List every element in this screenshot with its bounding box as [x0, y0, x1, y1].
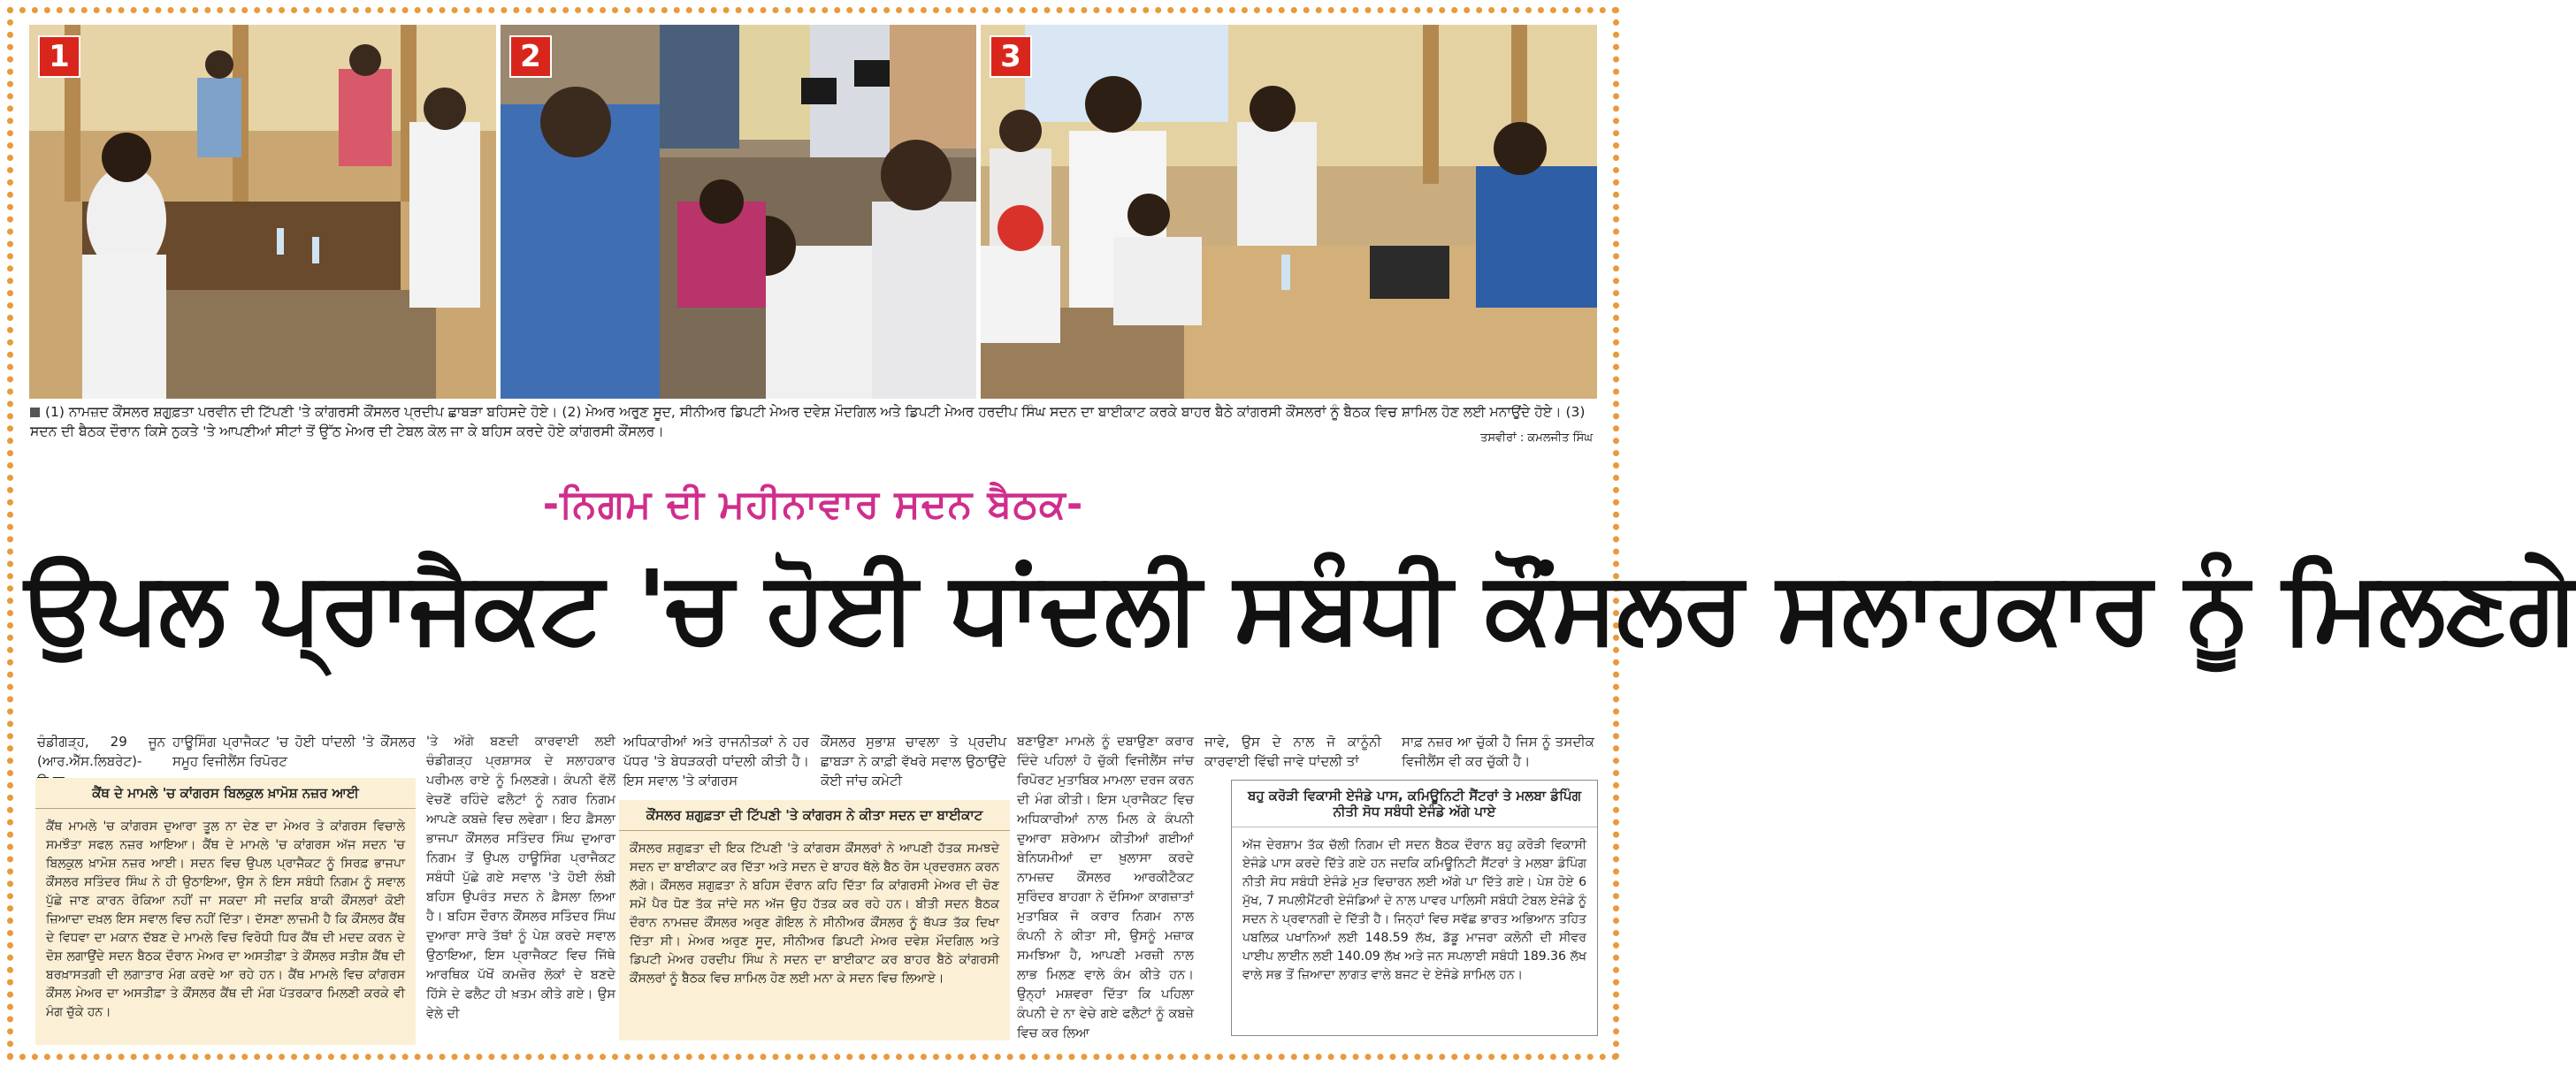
- column-6-text: ਬਣਾਉਣਾ ਮਾਮਲੇ ਨੂੰ ਦਬਾਉਣਾ ਕਰਾਰ ਦਿੰਦੇ ਪਹਿਲਾਂ ਹੋ ਚੁੱਕੀ ਵਿਜੀਲੈਂਸ ਜਾਂਚ ਰਿਪੋਰਟ ਮੁਤਾਬਿਕ ਮਾਮਲਾ ਦਰਜ ਕਰਨ ਦੀ ਮੰਗ ਕੀਤੀ। ਇਸ ਪ੍ਰਾਜੈਕਟ ਵਿਚ ਅਧਿਕਾਰੀਆਂ ਨਾਲ ਮਿਲ ਕੇ ਕੰਪਨੀ ਦੁਆਰਾ ਸ਼ਰੇਆਮ ਕੀਤੀਆਂ ਗਈਆਂ ਬੇਨਿਯਮੀਆਂ ਦਾ ਖ਼ੁਲਾਸਾ ਕਰਦੇ ਨਾਮਜ਼ਦ ਕੌਂਸਲਰ ਆਰਕੀਟੈਕਟ ਸੁਰਿੰਦਰ ਬਾਹਗਾ ਨੇ ਦੱਸਿਆ ਕਾਗਜ਼ਾਤਾਂ ਮੁਤਾਬਿਕ ਜੋ ਕਰਾਰ ਨਿਗਮ ਨਾਲ ਕੰਪਨੀ ਨੇ ਕੀਤਾ ਸੀ, ਉਸਨੂੰ ਮਜ਼ਾਕ ਸਮਝਿਆ ਹੈ, ਆਪਣੀ ਮਰਜ਼ੀ ਨਾਲ ਲਾਭ ਮਿਲਣ ਵਾਲੇ ਕੰਮ ਕੀਤੇ ਹਨ। ਉਨ੍ਹਾਂ ਮਸ਼ਵਰਾ ਦਿੱਤਾ ਕਿ ਪਹਿਲਾ ਕੰਪਨੀ ਦੇ ਨਾ ਵੇਚੇ ਗਏ ਫਲੈਟਾਂ ਨੂੰ ਕਬਜ਼ੇ ਵਿਚ ਕਰ ਲਿਆ: [1017, 735, 1194, 1040]
- sidebar-box-agendas: [1231, 780, 1598, 1036]
- sidebar-box-boycott: [619, 800, 1010, 1040]
- column-8-text: ਸਾਫ਼ ਨਜ਼ਰ ਆ ਚੁੱਕੀ ਹੈ ਜਿਸ ਨੂੰ ਤਸਦੀਕ ਵਿਜੀਲੈਂਸ ਵੀ ਕਰ ਚੁੱਕੀ ਹੈ।: [1402, 734, 1594, 770]
- headline: ਉਪਲ ਪ੍ਰਾਜੈਕਟ 'ਚ ਹੋਈ ਧਾਂਦਲੀ ਸਬੰਧੀ ਕੌਂਸਲਰ ਸਲਾਹਕਾਰ ਨੂੰ ਮਿਲਣਗੇ: [25, 550, 2576, 665]
- photo-number-badge: 3: [990, 35, 1032, 78]
- column-5-text: ਕੌਂਸਲਰ ਸੁਭਾਸ਼ ਚਾਵਲਾ ਤੇ ਪ੍ਰਦੀਪ ਛਾਬੜਾ ਨੇ ਕਾਫ਼ੀ ਵੱਖਰੇ ਸਵਾਲ ਉਠਾਉਂਦੇ ਕੋਈ ਜਾਂਚ ਕਮੇਟੀ: [821, 734, 1006, 789]
- dateline: ਚੰਡੀਗੜ੍ਹ, 29 ਜੂਨ (ਆਰ.ਐੱਸ.ਲਿਬਰੇਟ)-: [37, 734, 165, 770]
- caption-bullet: [30, 408, 40, 417]
- box-body: ਕੈਂਥ ਮਾਮਲੇ 'ਚ ਕਾਂਗਰਸ ਦੁਆਰਾ ਤੂਲ ਨਾ ਦੇਣ ਦਾ ਮੇਅਰ ਤੇ ਕਾਂਗਰਸ ਵਿਚਾਲੇ ਸਮਝੌਤਾ ਸਫਲ ਨਜ਼ਰ ਆਇਆ। ਕੈਂਥ ਦੇ ਮਾਮਲੇ 'ਚ ਕਾਂਗਰਸ ਅੱਜ ਸਦਨ 'ਚ ਬਿਲਕੁਲ ਖ਼ਾਮੋਸ਼ ਨਜ਼ਰ ਆਈ। ਸਦਨ ਵਿਚ ਉਪਲ ਪ੍ਰਾਜੈਕਟ ਨੂੰ ਸਿਰਫ਼ ਭਾਜਪਾ ਕੌਂਸਲਰ ਸਤਿੰਦਰ ਸਿੰਘ ਨੇ ਹੀ ਉਠਾਇਆ, ਉਸ ਨੇ ਇਸ ਸਬੰਧੀ ਨਿਗਮ ਨੂੰ ਸਵਾਲ ਪੁੱਛੇ ਜਾਣ ਕਾਰਨ ਰੋਕਿਆ ਨਹੀਂ ਜਾ ਸਕਦਾ ਸੀ ਜਦਕਿ ਬਾਕੀ ਕੌਂਸਲਰਾਂ ਕੋਈ ਜ਼ਿਆਦਾ ਦਖ਼ਲ ਇਸ ਸਵਾਲ ਵਿਚ ਨਹੀਂ ਦਿੱਤਾ। ਦੱਸਣਾ ਲਾਜ਼ਮੀ ਹੈ ਕਿ ਕੌਂਸਲਰ ਕੈਂਥ ਦੇ ਵਿਧਵਾ ਦਾ ਮਕਾਨ ਦੱਬਣ ਦੇ ਮਾਮਲੇ ਵਿਚ ਵਿਰੋਧੀ ਧਿਰ ਕੈਂਥ ਦੀ ਮਦਦ ਕਰਨ ਦੇ ਦੋਸ਼ ਲਗਾਉਂਦੇ ਸਦਨ ਬੈਠਕ ਦੌਰਾਨ ਮੇਅਰ ਦਾ ਅਸਤੀਫ਼ਾ ਤੇ ਕੌਂਸਲਰ ਸਤੀਸ਼ ਕੈਂਥ ਦੀ ਬਰਖ਼ਾਸਤਗੀ ਦੀ ਲਗਾਤਾਰ ਮੰਗ ਕਰਦੇ ਆ ਰਹੇ ਹਨ। ਕੈਂਥ ਮਾਮਲੇ ਵਿਚ ਕਾਂਗਰਸ ਕੌਂਸਲ ਮੇਅਰ ਦਾ ਅਸਤੀਫ਼ਾ ਤੇ ਕੌਂਸਲਰ ਕੈਂਥ ਦੀ ਮੰਗ ਪੱਤਰਕਾਰ ਮਿਲਣੀ ਕਰਕੇ ਵੀ ਮੰਗ ਚੁੱਕੇ ਹਨ।: [46, 819, 405, 1019]
- column-3: [426, 732, 615, 1024]
- column-8: [1402, 732, 1594, 771]
- column-4-text: ਅਧਿਕਾਰੀਆਂ ਅਤੇ ਰਾਜਨੀਤਕਾਂ ਨੇ ਹਰ ਪੱਧਰ 'ਤੇ ਬੇਧੜਕਰੀ ਧਾਂਦਲੀ ਕੀਤੀ ਹੈ। ਇਸ ਸਵਾਲ 'ਤੇ ਕਾਂਗਰਸ: [623, 734, 809, 789]
- column-2-text: ਹਾਊਸਿੰਗ ਪ੍ਰਾਜੈਕਟ 'ਚ ਹੋਈ ਧਾਂਦਲੀ 'ਤੇ ਕੌਂਸਲਰ ਸਮੂਹ ਵਿਜੀਲੈਂਸ ਰਿਪੋਰਟ: [172, 734, 416, 770]
- column-3-text: 'ਤੇ ਅੱਗੇ ਬਣਦੀ ਕਾਰਵਾਈ ਲਈ ਚੰਡੀਗੜ੍ਹ ਪ੍ਰਸ਼ਾਸਕ ਦੇ ਸਲਾਹਕਾਰ ਪਰੀਮਲ ਰਾਏ ਨੂੰ ਮਿਲਣਗੇ। ਕੰਪਨੀ ਵੱਲੋਂ ਵੇਚਣੋਂ ਰਹਿੰਦੇ ਫਲੈਟਾਂ ਨੂੰ ਨਗਰ ਨਿਗਮ ਆਪਣੇ ਕਬਜ਼ੇ ਵਿਚ ਲਵੇਗਾ। ਇਹ ਫ਼ੈਸਲਾ ਭਾਜਪਾ ਕੌਂਸਲਰ ਸਤਿੰਦਰ ਸਿੰਘ ਦੁਆਰਾ ਨਿਗਮ ਤੋਂ ਉਪਲ ਹਾਊਸਿੰਗ ਪ੍ਰਾਜੈਕਟ ਸਬੰਧੀ ਪੁੱਛੇ ਗਏ ਸਵਾਲ 'ਤੇ ਹੋਈ ਲੰਬੀ ਬਹਿਸ ਉਪਰੰਤ ਸਦਨ ਨੇ ਫ਼ੈਸਲਾ ਲਿਆ ਹੈ। ਬਹਿਸ ਦੌਰਾਨ ਕੌਂਸਲਰ ਸਤਿੰਦਰ ਸਿੰਘ ਦੁਆਰਾ ਸਾਰੇ ਤੱਥਾਂ ਨੂੰ ਪੇਸ਼ ਕਰਦੇ ਸਵਾਲ ਉਠਾਇਆ, ਇਸ ਪ੍ਰਾਜੈਕਟ ਵਿਚ ਜਿੱਥੇ ਆਰਥਿਕ ਪੱਖੋਂ ਕਮਜ਼ੋਰ ਲੋਕਾਂ ਦੇ ਬਣਦੇ ਹਿੱਸੇ ਦੇ ਫਲੈਟ ਹੀ ਖ਼ਤਮ ਕੀਤੇ ਗਏ। ਉਸ ਵੇਲੇ ਦੀ: [426, 735, 615, 1021]
- photo-1-image: [29, 25, 496, 399]
- photo-2: [501, 25, 976, 399]
- photo-1: [29, 25, 496, 399]
- box-title: ਬਹੁ ਕਰੋੜੀ ਵਿਕਾਸੀ ਏਜੰਡੇ ਪਾਸ, ਕਮਿਊਨਿਟੀ ਸੈਂਟਰਾਂ ਤੇ ਮਲਬਾ ਡੰਪਿੰਗ ਨੀਤੀ ਸੋਧ ਸਬੰਧੀ ਏਜੰਡੇ ਅੱਗੇ ਪਾਏ: [1232, 781, 1597, 827]
- caption-text: (1) ਨਾਮਜ਼ਦ ਕੌਂਸਲਰ ਸ਼ਗੁਫ਼ਤਾ ਪਰਵੀਨ ਦੀ ਟਿੱਪਣੀ 'ਤੇ ਕਾਂਗਰਸੀ ਕੌਂਸਲਰ ਪ੍ਰਦੀਪ ਛਾਬੜਾ ਬਹਿਸਦੇ ਹੋਏ। (2) ਮੇਅਰ ਅਰੁਣ ਸੂਦ, ਸੀਨੀਅਰ ਡਿਪਟੀ ਮੇਅਰ ਦਵੇਸ਼ ਮੌਦਗਿਲ ਅਤੇ ਡਿਪਟੀ ਮੇਅਰ ਹਰਦੀਪ ਸਿੰਘ ਸਦਨ ਦਾ ਬਾਈਕਾਟ ਕਰਕੇ ਬਾਹਰ ਬੈਠੇ ਕਾਂਗਰਸੀ ਕੌਂਸਲਰਾਂ ਨੂੰ ਬੈਠਕ ਵਿਚ ਸ਼ਾਮਿਲ ਹੋਣ ਲਈ ਮਨਾਉਂਦੇ ਹੋਏ। (3) ਸਦਨ ਦੀ ਬੈਠਕ ਦੌਰਾਨ ਕਿਸੇ ਨੁਕਤੇ 'ਤੇ ਆਪਣੀਆਂ ਸੀਟਾਂ ਤੋਂ ਉੱਠ ਮੇਅਰ ਦੀ ਟੇਬਲ ਕੋਲ ਜਾ ਕੇ ਬਹਿਸ ਕਰਦੇ ਹੋਏ ਕਾਂਗਰਸੀ ਕੌਂਸਲਰ।: [30, 404, 1586, 439]
- column-6: [1017, 732, 1194, 1043]
- photo-caption: [30, 402, 1595, 441]
- photo-3: [981, 25, 1597, 399]
- column-7-text: ਜਾਵੇ, ਉਸ ਦੇ ਨਾਲ ਜੋ ਕਾਨੂੰਨੀ ਕਾਰਵਾਈ ਵਿੱਢੀ ਜਾਵੇ ਧਾਂਦਲੀ ਤਾਂ: [1204, 734, 1381, 770]
- box-title: ਕੌਂਸਲਰ ਸ਼ਗੁਫ਼ਤਾ ਦੀ ਟਿੱਪਣੀ 'ਤੇ ਕਾਂਗਰਸ ਨੇ ਕੀਤਾ ਸਦਨ ਦਾ ਬਾਈਕਾਟ: [619, 800, 1010, 831]
- box-body: ਕੌਂਸਲਰ ਸ਼ਗੁਫ਼ਤਾ ਦੀ ਇਕ ਟਿੱਪਣੀ 'ਤੇ ਕਾਂਗਰਸ ਕੌਂਸਲਰਾਂ ਨੇ ਆਪਣੀ ਹੱਤਕ ਸਮਝਦੇ ਸਦਨ ਦਾ ਬਾਈਕਾਟ ਕਰ ਦਿੱਤਾ ਅਤੇ ਸਦਨ ਦੇ ਬਾਹਰ ਥੱਲੇ ਬੈਠ ਰੋਸ ਪ੍ਰਦਰਸ਼ਨ ਕਰਨ ਲੱਗੇ। ਕੌਂਸਲਰ ਸ਼ਗੁਫ਼ਤਾ ਨੇ ਬਹਿਸ ਦੌਰਾਨ ਕਹਿ ਦਿੱਤਾ ਕਿ ਕਾਂਗਰਸੀ ਮੇਅਰ ਦੀ ਚੋਣ ਸਮੇਂ ਪੈਰ ਧੋਣ ਤੱਕ ਜਾਂਦੇ ਸਨ ਅੱਜ ਉਹ ਹੱਤਕ ਕਰ ਰਹੇ ਹਨ। ਬੀਤੀ ਸਦਨ ਬੈਠਕ ਦੌਰਾਨ ਨਾਮਜ਼ਦ ਕੌਂਸਲਰ ਅਰੁਣ ਗੋਇਲ ਨੇ ਸੀਨੀਅਰ ਕੌਂਸਲਰ ਨੂੰ ਥੱਪੜ ਤੱਕ ਦਿਖਾ ਦਿੱਤਾ ਸੀ। ਮੇਅਰ ਅਰੁਣ ਸੂਦ, ਸੀਨੀਅਰ ਡਿਪਟੀ ਮੇਅਰ ਦਵੇਸ਼ ਮੌਦਗਿਲ ਅਤੇ ਡਿਪਟੀ ਮੇਅਰ ਹਰਦੀਪ ਸਿੰਘ ਨੇ ਸਦਨ ਦਾ ਬਾਈਕਾਟ ਕਰ ਬਾਹਰ ਬੈਠੇ ਕਾਂਗਰਸੀ ਕੌਂਸਲਰਾਂ ਨੂੰ ਬੈਠਕ ਵਿਚ ਸ਼ਾਮਿਲ ਹੋਣ ਲਈ ਮਨਾ ਕੇ ਸਦਨ ਵਿਚ ਲਿਆਏ।: [630, 842, 999, 986]
- column-7: [1204, 732, 1381, 771]
- column-5: [821, 732, 1006, 791]
- box-body: ਅੱਜ ਦੇਰਸ਼ਾਮ ਤੱਕ ਚੱਲੀ ਨਿਗਮ ਦੀ ਸਦਨ ਬੈਠਕ ਦੌਰਾਨ ਬਹੁ ਕਰੋੜੀ ਵਿਕਾਸੀ ਏਜੰਡੇ ਪਾਸ ਕਰਦੇ ਦਿੱਤੇ ਗਏ ਹਨ ਜਦਕਿ ਕਮਿਊਨਿਟੀ ਸੈਂਟਰਾਂ ਤੇ ਮਲਬਾ ਡੰਪਿੰਗ ਨੀਤੀ ਸੋਧ ਸਬੰਧੀ ਏਜੰਡੇ ਮੁੜ ਵਿਚਾਰਨ ਲਈ ਅੱਗੇ ਪਾ ਦਿੱਤੇ ਗਏ। ਪੇਸ਼ ਹੋਏ 6 ਮੁੱਖ, 7 ਸਪਲੀਮੈਂਟਰੀ ਏਜੰਡਿਆਂ ਦੇ ਨਾਲ ਪਾਵਰ ਪਾਲਿਸੀ ਸਬੰਧੀ ਟੇਬਲ ਏਜੰਡੇ ਨੂੰ ਸਦਨ ਨੇ ਪ੍ਰਵਾਨਗੀ ਦੇ ਦਿੱਤੀ ਹੈ। ਜਿਨ੍ਹਾਂ ਵਿਚ ਸਵੱਛ ਭਾਰਤ ਅਭਿਆਨ ਤਹਿਤ ਪਬਲਿਕ ਪਖਾਨਿਆਂ ਲਈ 148.59 ਲੱਖ, ਡੱਡੂ ਮਾਜਰਾ ਕਲੋਨੀ ਦੀ ਸੀਵਰ ਪਾਈਪ ਲਾਈਨ ਲਈ 140.09 ਲੱਖ ਅਤੇ ਜਨ ਸਪਲਾਈ ਸਬੰਧੀ 189.36 ਲੱਖ ਵਾਲੇ ਸਭ ਤੋਂ ਜ਼ਿਆਦਾ ਲਾਗਤ ਵਾਲੇ ਬਜਟ ਦੇ ਏਜੰਡੇ ਸ਼ਾਮਿਲ ਹਨ।: [1242, 838, 1586, 982]
- photo-number-badge: 2: [509, 35, 552, 78]
- column-4: [623, 732, 809, 791]
- photo-credit: ਤਸਵੀਰਾਂ : ਕਮਲਜੀਤ ਸਿੰਘ: [1480, 431, 1593, 445]
- box-title: ਕੈਂਥ ਦੇ ਮਾਮਲੇ 'ਚ ਕਾਂਗਰਸ ਬਿਲਕੁਲ ਖ਼ਾਮੋਸ਼ ਨਜ਼ਰ ਆਈ: [35, 778, 416, 809]
- photo-3-image: [981, 25, 1597, 399]
- photo-number-badge: 1: [38, 35, 80, 78]
- column-2: [172, 732, 416, 771]
- sidebar-box-kainth: [35, 778, 416, 1045]
- photo-2-image: [501, 25, 976, 399]
- kicker: -ਨਿਗਮ ਦੀ ਮਹੀਨਾਵਾਰ ਸਦਨ ਬੈਠਕ-: [542, 482, 1084, 527]
